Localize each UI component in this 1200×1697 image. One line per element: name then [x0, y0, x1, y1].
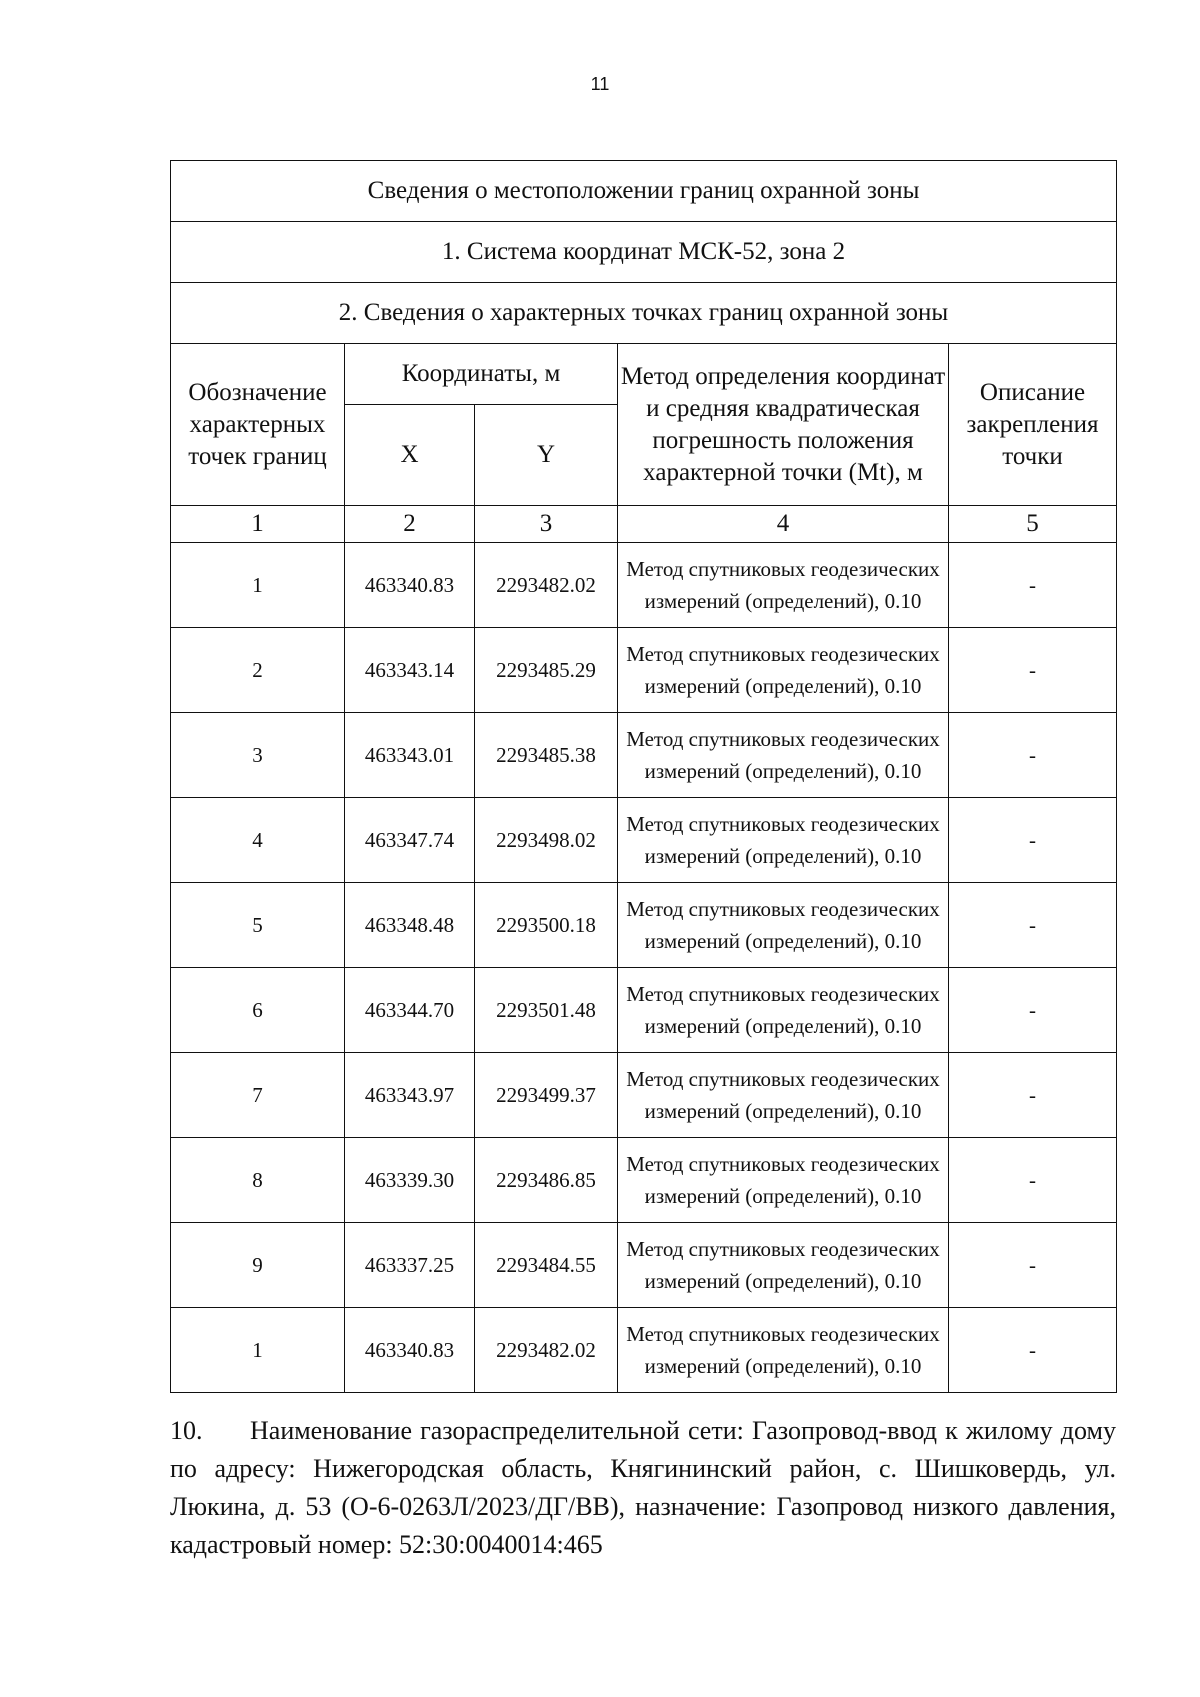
description-cell: -	[949, 543, 1117, 628]
method-cell: Метод спутниковых геодезических измерений (определений), 0.10	[618, 1223, 949, 1308]
point-cell: 1	[171, 543, 345, 628]
method-cell: Метод спутниковых геодезических измерений (определений), 0.10	[618, 968, 949, 1053]
method-cell: Метод спутниковых геодезических измерений (определений), 0.10	[618, 883, 949, 968]
method-cell: Метод спутниковых геодезических измерений (определений), 0.10	[618, 1053, 949, 1138]
table-row	[171, 1138, 1117, 1223]
y-coordinate-cell: 2293482.02	[475, 1308, 618, 1393]
point-cell: 1	[171, 1308, 345, 1393]
paragraph-text: Наименование газораспределительной сети: Газопровод-ввод к жилому дому по адресу: Нижегородская область, Княгининский район, с. Шишковердь, ул. Люкина, д. 53 (О-6-0263Л/2023/ДГ/ВВ), назначение: Газопровод низкого давления, кадастровый номер: 52:30:0040014:465	[170, 1416, 1116, 1559]
protection-zone-table	[170, 160, 1117, 1393]
y-coordinate-cell: 2293500.18	[475, 883, 618, 968]
table-title: Сведения о местоположении границ охранной зоны	[171, 161, 1117, 222]
x-coordinate-cell: 463340.83	[345, 1308, 475, 1393]
y-coordinate-cell: 2293485.38	[475, 713, 618, 798]
y-coordinate-cell: 2293501.48	[475, 968, 618, 1053]
x-coordinate-cell: 463343.14	[345, 628, 475, 713]
description-cell: -	[949, 713, 1117, 798]
description-cell: -	[949, 1053, 1117, 1138]
column-number: 2	[345, 506, 475, 543]
y-coordinate-cell: 2293498.02	[475, 798, 618, 883]
table-row	[171, 1308, 1117, 1393]
y-coordinate-cell: 2293484.55	[475, 1223, 618, 1308]
x-coordinate-cell: 463348.48	[345, 883, 475, 968]
y-coordinate-cell: 2293482.02	[475, 543, 618, 628]
table-row	[171, 798, 1117, 883]
x-coordinate-cell: 463337.25	[345, 1223, 475, 1308]
description-cell: -	[949, 883, 1117, 968]
point-cell: 6	[171, 968, 345, 1053]
table-row	[171, 883, 1117, 968]
header-designation: Обозначение характерных точек границ	[171, 344, 345, 506]
y-coordinate-cell: 2293485.29	[475, 628, 618, 713]
x-coordinate-cell: 463344.70	[345, 968, 475, 1053]
method-cell: Метод спутниковых геодезических измерений (определений), 0.10	[618, 798, 949, 883]
point-cell: 9	[171, 1223, 345, 1308]
description-cell: -	[949, 798, 1117, 883]
description-cell: -	[949, 1223, 1117, 1308]
x-coordinate-cell: 463339.30	[345, 1138, 475, 1223]
header-method: Метод определения координат и средняя квадратическая погрешность положения характерной точки (Mt), м	[618, 344, 949, 506]
header-coordinates: Координаты, м	[345, 344, 618, 405]
description-cell: -	[949, 628, 1117, 713]
description-cell: -	[949, 1138, 1117, 1223]
point-cell: 4	[171, 798, 345, 883]
table-row	[171, 968, 1117, 1053]
point-cell: 2	[171, 628, 345, 713]
table-row	[171, 713, 1117, 798]
description-cell: -	[949, 968, 1117, 1053]
x-coordinate-cell: 463343.01	[345, 713, 475, 798]
method-cell: Метод спутниковых геодезических измерений (определений), 0.10	[618, 628, 949, 713]
point-cell: 8	[171, 1138, 345, 1223]
y-coordinate-cell: 2293499.37	[475, 1053, 618, 1138]
page-number: 11	[590, 74, 610, 94]
table-row	[171, 628, 1117, 713]
column-number: 1	[171, 506, 345, 543]
point-cell: 5	[171, 883, 345, 968]
table-row	[171, 1053, 1117, 1138]
description-cell: -	[949, 1308, 1117, 1393]
method-cell: Метод спутниковых геодезических измерений (определений), 0.10	[618, 543, 949, 628]
coordinate-system: 1. Система координат МСК-52, зона 2	[171, 222, 1117, 283]
method-cell: Метод спутниковых геодезических измерений (определений), 0.10	[618, 1308, 949, 1393]
column-number: 3	[475, 506, 618, 543]
method-cell: Метод спутниковых геодезических измерений (определений), 0.10	[618, 1138, 949, 1223]
header-description: Описание закрепления точки	[949, 344, 1117, 506]
column-number: 5	[949, 506, 1117, 543]
table-row	[171, 543, 1117, 628]
table-row	[171, 1223, 1117, 1308]
column-number: 4	[618, 506, 949, 543]
point-cell: 7	[171, 1053, 345, 1138]
header-x: X	[345, 405, 475, 506]
x-coordinate-cell: 463347.74	[345, 798, 475, 883]
x-coordinate-cell: 463340.83	[345, 543, 475, 628]
point-cell: 3	[171, 713, 345, 798]
gas-network-paragraph	[170, 1412, 1116, 1564]
points-heading: 2. Сведения о характерных точках границ охранной зоны	[171, 283, 1117, 344]
y-coordinate-cell: 2293486.85	[475, 1138, 618, 1223]
header-y: Y	[475, 405, 618, 506]
method-cell: Метод спутниковых геодезических измерений (определений), 0.10	[618, 713, 949, 798]
x-coordinate-cell: 463343.97	[345, 1053, 475, 1138]
paragraph-number: 10.	[170, 1416, 203, 1445]
